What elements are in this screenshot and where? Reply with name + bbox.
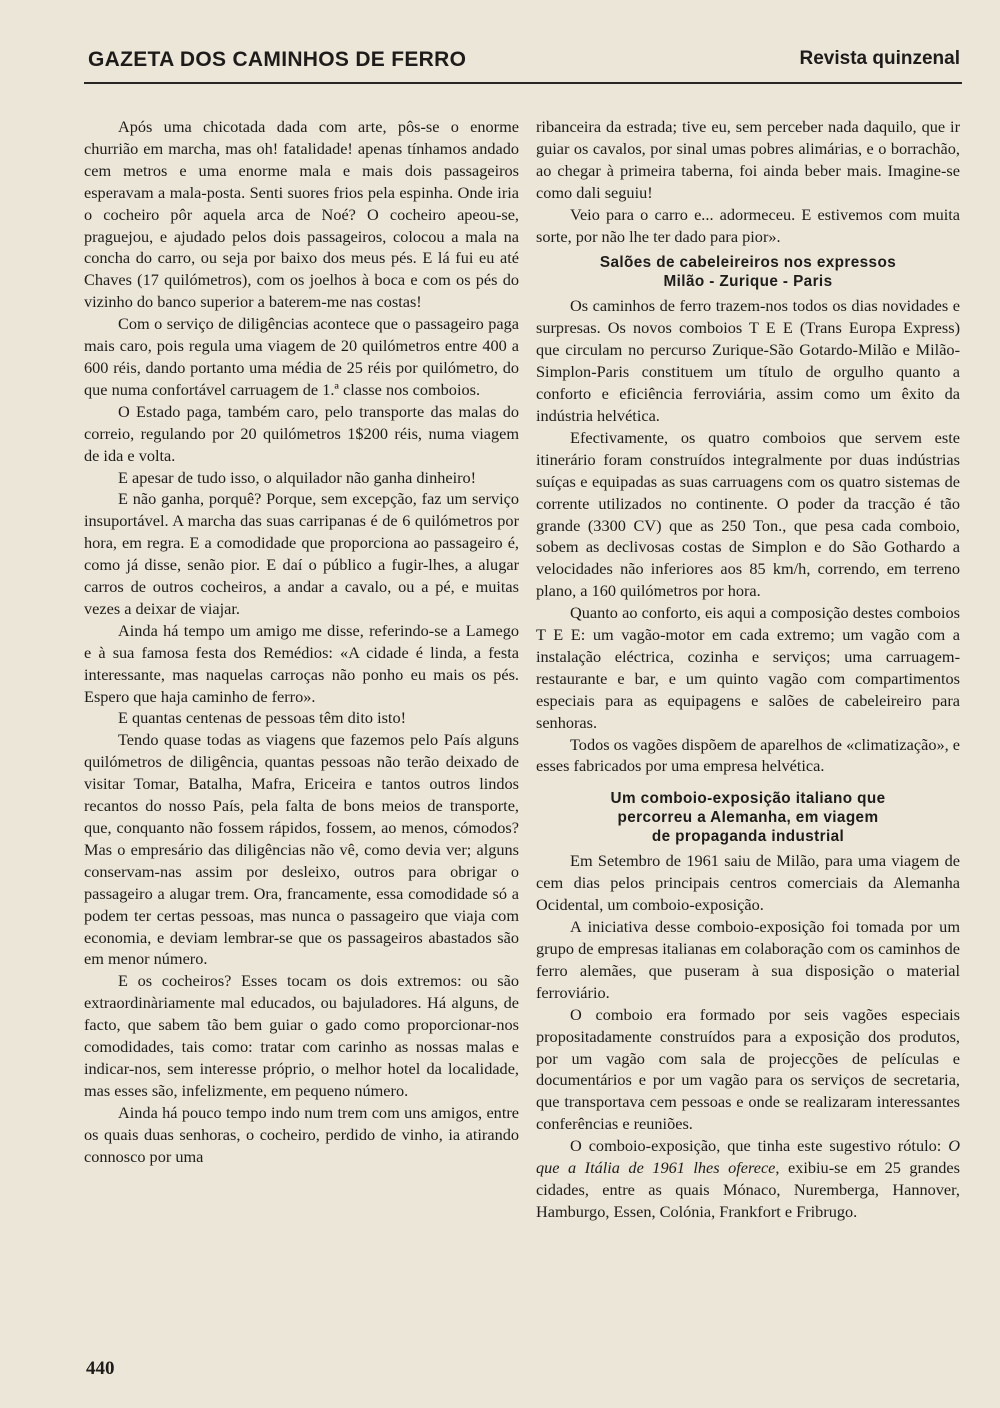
journal-title: GAZETA DOS CAMINHOS DE FERRO: [88, 48, 467, 71]
paragraph: E os cocheiros? Esses tocam os dois extremos: ou são extraordinàriamente mal educados, ou bajuladores. Há alguns, de facto, que sabem tão bem guiar o gado como proporcionar-nos comodidades, tais como: tratar com carinho as nossas malas e indicar-nos, sem interesse próprio, o melhor hotel da localidade, mas esses são, infelizmente, em pequeno número.: [84, 971, 519, 1100]
heading-line: Um comboio-exposição italiano que: [610, 790, 886, 808]
paragraph: Após uma chicotada dada com arte, pôs-se o enorme churrião em marcha, mas oh! fatalidade! apenas tínhamos andado cem metros e uma enorme mala e mais dois passageiros esperavam a mala-posta. Senti suores frios pela espinha. Onde iria o cocheiro pôr aquela arca de Noé? O cocheiro apeou-se, praguejou, e ajudado pelos dois passageiros, colocou a mala na concha do carro, ou seja por baixo dos meus pés. E lá fui eu até Chaves (17 quilómetros), com os joelhos à boca e com os pés do vizinho do banco superior a baterem-me nas costas!: [84, 117, 519, 312]
heading-line: Salões de cabeleireiros nos expressos: [599, 254, 897, 272]
masthead: [88, 46, 960, 80]
paragraph: [536, 1135, 960, 1223]
section-heading-exhibition-train: [536, 789, 960, 846]
paragraph: Veio para o carro e... adormeceu. E estivemos com muita sorte, por não lhe ter dado para pior».: [536, 204, 960, 246]
paragraph: E apesar de tudo isso, o alquilador não ganha dinheiro!: [118, 467, 477, 487]
italic-slogan: O que a Itália de 1961 lhes oferece: [536, 1136, 960, 1178]
right-column: [536, 116, 960, 1223]
paragraph: Em Setembro de 1961 saiu de Milão, para uma viagem de cem dias pelos principais centros comerciais da Alemanha Ocidental, um comboio-exposição.: [536, 851, 960, 915]
continued-paragraph: ribanceira da estrada; tive eu, sem perceber nada daquilo, que ir guiar os cavalos, por sinal umas pobres alimárias, e o borrachão, ao chegar à primeira taberna, foi ainda beber mais. Imagine-se como dali seguiu!: [536, 117, 960, 202]
journal-subtitle: Revista quinzenal: [799, 48, 960, 69]
paragraph-text: O comboio-exposição, que tinha este sugestivo rótulo:: [570, 1136, 949, 1156]
page-number: 440: [86, 1358, 115, 1379]
paragraph: Ainda há tempo um amigo me disse, referindo-se a Lamego e à sua famosa festa dos Remédios: «A cidade é linda, a festa interessante, mas naquelas carroças não ponho eu mais os pés. Espero que haja caminho de ferro».: [84, 620, 519, 706]
paragraph-text: , exibiu-se em 25 grandes cidades, entre as quais Mónaco, Nuremberga, Hannover, Hamburgo, Essen, Colónia, Frankfort e Fribrugo.: [536, 1158, 960, 1221]
paragraph: O Estado paga, também caro, pelo transporte das malas do correio, regulando por 20 quilómetros 1$200 réis, numa viagem de ida e volta.: [84, 401, 519, 465]
paragraph: A iniciativa desse comboio-exposição foi tomada por um grupo de empresas italianas em colaboração com os caminhos de ferro alemães, que puseram à sua disposição o material ferroviário.: [536, 917, 960, 1002]
heading-line: percorreu a Alemanha, em viagem: [617, 809, 879, 827]
paragraph: Quanto ao conforto, eis aqui a composição destes comboios T E E: um vagão-motor em cada extremo; um vagão com a instalação eléctrica, cozinha e serviços; uma carruagem-restaurante e bar, e um quinto vagão com compartimentos especiais para as equipagens e salões de cabeleireiro para senhoras.: [536, 603, 960, 732]
header-rule: [84, 82, 962, 84]
paragraph: Efectivamente, os quatro comboios que servem este itinerário foram construídos integralmente por duas indústrias suíças e equipadas as suas carruagens com os quatro sistemas de corrente utilizados no continente. O poder da tracção é tão grande (3300 CV) que as 250 Ton., que pesa cada comboio, sobem as declivosas costas de Simplon e do São Gothardo a velocidades não inferiores aos 85 km/h, correndo, em terreno plano, a 160 quilómetros por hora.: [536, 427, 960, 601]
heading-line: de propaganda industrial: [651, 828, 845, 846]
section-heading-hairdressers: [536, 253, 960, 291]
left-column: [84, 116, 519, 1168]
paragraph: E não ganha, porquê? Porque, sem excepção, faz um serviço insuportável. A marcha das suas carripanas é de 6 quilómetros por hora, em regra. E a comodidade que proporciona ao passageiro é, como já disse, senão pior. E daí o público a fugir-lhes, a alugar carros de outros cocheiros, a andar a cavalo, ou a pé, e muitas vezes a deixar de viajar.: [84, 489, 519, 618]
paragraph: Tendo quase todas as viagens que fazemos pelo País alguns quilómetros de diligência, quantas pessoas não terão deixado de visitar Tomar, Batalha, Mafra, Ericeira e tantos outros lindos recantos do nosso País, pela falta de bons meios de transporte, que, conquanto não fossem rápidos, fossem, ao menos, cómodos? Mas o empresário das diligências não vê, como devia ver; alguns conservam-nas assim por desleixo, outros para obrigar o passageiro a alugar trem. Ora, francamente, essa comodidade só a podem ter certas pessoas, mas nunca o passageiro que viaja com economia, e deviam lembrar-se que os passageiros abastados são em menor número.: [84, 730, 519, 969]
paragraph: O comboio era formado por seis vagões especiais propositadamente construídos para a exposição dos produtos, por um vagão com sala de projecções de películas e documentários e por um vagão para os serviços de secretaria, que transportava cem pessoas e onde se realizaram interessantes conferências e reuniões.: [536, 1004, 960, 1134]
heading-line: Milão - Zurique - Paris: [663, 273, 833, 291]
paragraph: E quantas centenas de pessoas têm dito isto!: [118, 708, 407, 728]
paragraph: Todos os vagões dispõem de aparelhos de «climatização», e esses fabricados por uma empresa helvética.: [536, 734, 960, 776]
paragraph: Ainda há pouco tempo indo num trem com uns amigos, entre os quais duas senhoras, o cocheiro, perdido de vinho, ia atirando connosco por uma: [84, 1102, 519, 1166]
paragraph: Os caminhos de ferro trazem-nos todos os dias novidades e surpresas. Os novos comboios T E E (Trans Europa Express) que circulam no percurso Zurique-São Gotardo-Milão e Milão-Simplon-Paris constituem um título de orgulho quanto a conforto e eficiência ferroviária, assim como um êxito da indústria helvética.: [536, 296, 960, 425]
paragraph: Com o serviço de diligências acontece que o passageiro paga mais caro, pois regula uma viagem de 20 quilómetros entre 400 a 600 réis, dando portanto uma média de 25 réis por quilómetro, do que numa confortável carruagem de 1.ª classe nos comboios.: [84, 314, 519, 399]
